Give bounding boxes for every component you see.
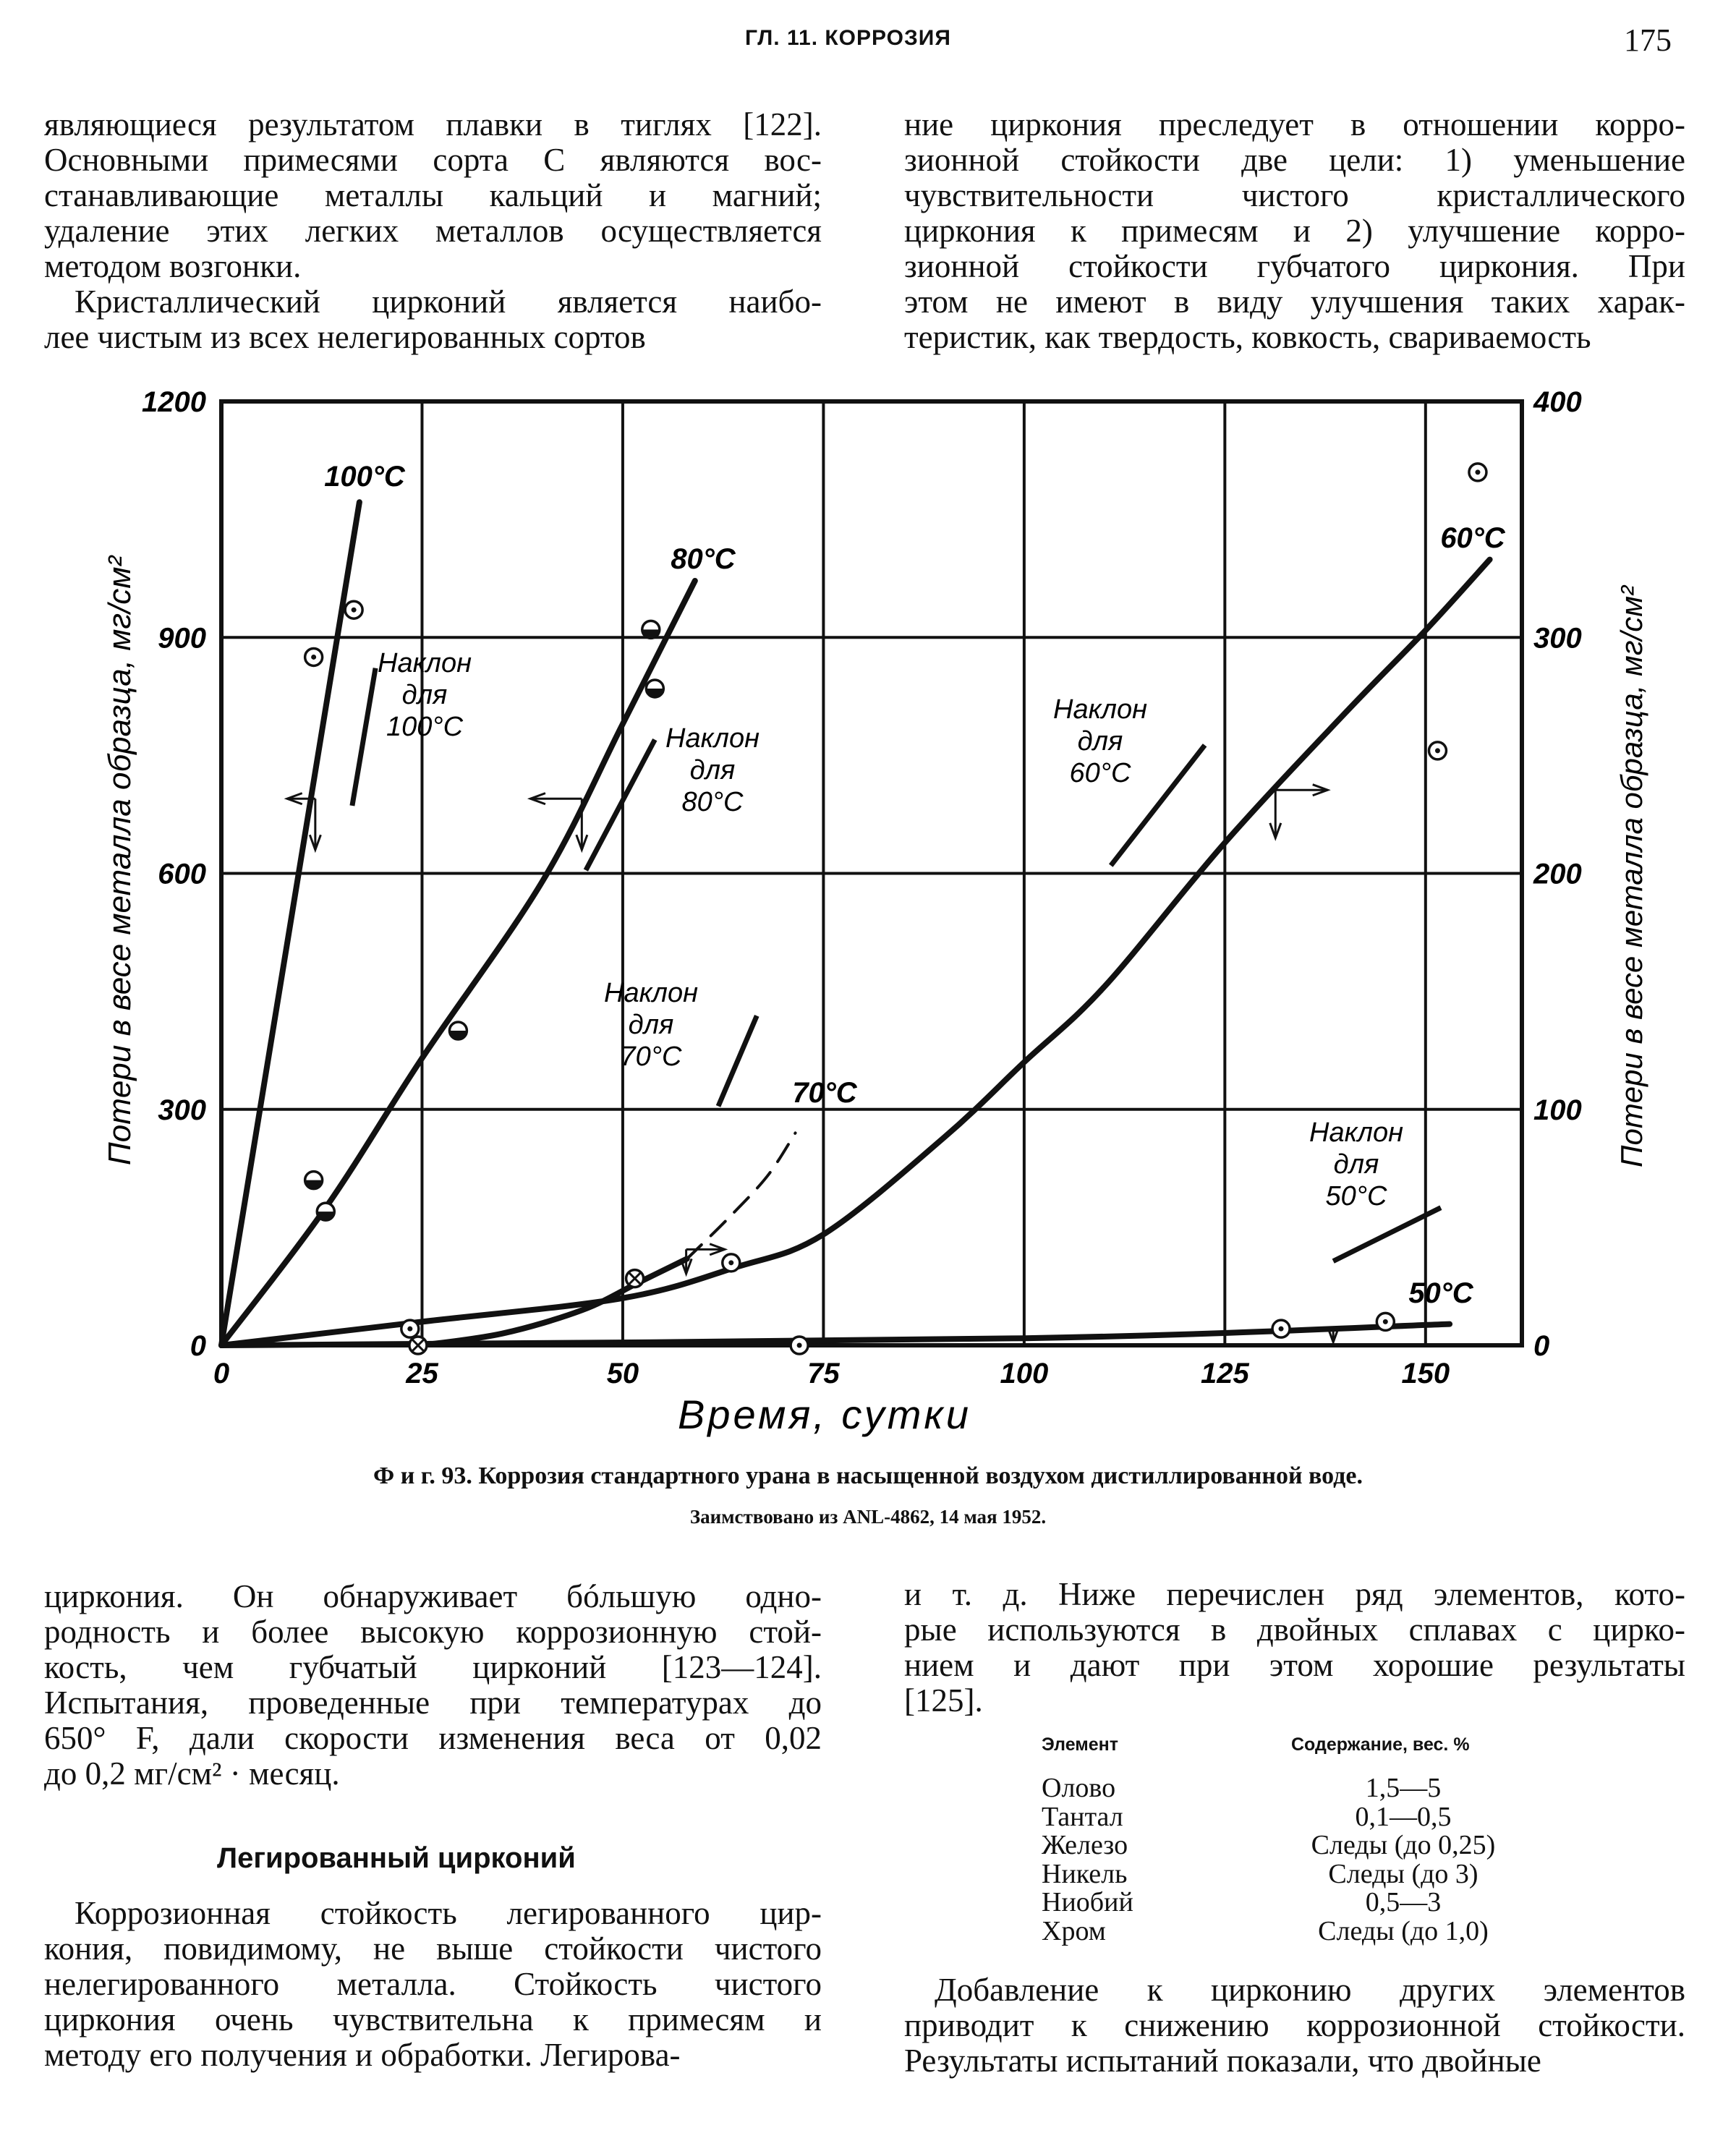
figure-source: Заимствовано из ANL-4862, 14 мая 1952. xyxy=(689,1506,1047,1528)
slope-indicator-line xyxy=(352,668,375,806)
y-tick-label: 600 xyxy=(158,858,206,890)
text-line: удаление этих легких металлов осуществляется xyxy=(44,213,822,249)
element-content: Следы (до 1,0) xyxy=(1318,1915,1489,1946)
x-tick-label: 75 xyxy=(807,1358,840,1389)
element-content: 1,5—5 xyxy=(1365,1773,1442,1803)
column-header-content: Содержание, вес. % xyxy=(1291,1734,1470,1755)
marker-dot xyxy=(797,1343,802,1348)
text-line: [125]. xyxy=(904,1682,983,1719)
data-point-dot xyxy=(401,1320,419,1337)
y2-tick-label: 400 xyxy=(1533,386,1582,418)
bottom-right-paragraph xyxy=(904,1972,1685,2079)
y-tick-label: 900 xyxy=(158,622,206,655)
figure-caption: Ф и г. 93. Коррозия стандартного урана в насыщенной воздухом дистиллированной воде. xyxy=(373,1462,1363,1489)
marker-dot xyxy=(352,608,357,613)
data-point-half xyxy=(449,1022,467,1039)
element-name: Ниобий xyxy=(1042,1887,1133,1917)
text-line: Испытания, проведенные при температурах до xyxy=(44,1685,822,1721)
series-line xyxy=(687,1133,796,1259)
marker-dot xyxy=(728,1260,733,1265)
text-line: теристик, как твердость, ковкость, свариваемость xyxy=(904,319,1591,355)
running-title: ГЛ. 11. КОРРОЗИЯ xyxy=(745,26,951,50)
text-line: нием и дают при этом хорошие результаты xyxy=(904,1647,1685,1683)
y2-tick-label: 0 xyxy=(1533,1330,1550,1362)
text-line: методом возгонки. xyxy=(44,248,302,284)
x-tick-label: 25 xyxy=(406,1358,438,1389)
slope-indicator-line xyxy=(586,740,655,871)
slope-label: 70°C xyxy=(620,1042,682,1072)
marker-dot xyxy=(407,1327,412,1332)
x-axis-label: Время, сутки xyxy=(677,1392,972,1437)
text-line: приводит к снижению коррозионной стойкости. xyxy=(904,2007,1685,2043)
marker-dot xyxy=(1279,1327,1284,1332)
slope-label: Наклон xyxy=(1053,694,1147,725)
table-row xyxy=(1042,1858,1548,1887)
text-line: являющиеся результатом плавки в тиглях [122]. xyxy=(44,106,822,142)
text-line: Коррозионная стойкость легированного цир- xyxy=(75,1895,822,1931)
element-content: Следы (до 0,25) xyxy=(1311,1830,1496,1860)
text-line: Кристаллический цирконий является наибо- xyxy=(75,284,822,320)
curve-label: 50°C xyxy=(1408,1277,1473,1309)
text-line: Основными примесями сорта С являются вос- xyxy=(44,142,822,178)
text-line: кония, повидимому, не выше стойкости чистого xyxy=(44,1930,822,1967)
x-tick-label: 125 xyxy=(1200,1358,1249,1389)
y2-axis-label: Потери в весе металла образца, мг/см² xyxy=(1614,586,1648,1167)
text-line: циркония к примесям и 2) улучшение корро- xyxy=(904,213,1685,249)
text-line: рые используются в двойных сплавах с цирко- xyxy=(904,1611,1685,1648)
y-tick-label: 300 xyxy=(158,1094,206,1126)
y-tick-label: 0 xyxy=(190,1330,206,1362)
data-point-dot xyxy=(1469,464,1486,481)
slope-label: 50°C xyxy=(1325,1181,1387,1212)
x-tick-label: 100 xyxy=(1000,1358,1049,1389)
marker-dot xyxy=(1475,469,1480,474)
data-point-dot xyxy=(1429,742,1446,759)
slope-label: для xyxy=(1333,1149,1379,1180)
curve-label: 60°C xyxy=(1440,522,1505,554)
slope-label: Наклон xyxy=(604,978,698,1008)
text-line: ние циркония преследует в отношении корро- xyxy=(904,106,1685,142)
element-name: Никель xyxy=(1042,1858,1128,1889)
slope-label: Наклон xyxy=(1309,1117,1403,1148)
text-line: лее чистым из всех нелегированных сортов xyxy=(44,319,646,355)
data-point-dot xyxy=(791,1337,808,1354)
data-point-dot xyxy=(1377,1313,1394,1330)
element-name: Железо xyxy=(1042,1830,1128,1860)
text-line: зионной стойкости губчатого циркония. При xyxy=(904,248,1685,284)
text-line: циркония. Он обнаруживает бóльшую одно- xyxy=(44,1578,822,1614)
table-row xyxy=(1042,1801,1548,1830)
text-line: этом не имеют в виду улучшения таких харак- xyxy=(904,284,1685,320)
curve-label: 100°C xyxy=(324,461,405,493)
bottom-left-paragraph xyxy=(44,1896,822,2073)
column-header-element: Элемент xyxy=(1042,1734,1119,1755)
page-number: 175 xyxy=(1624,22,1672,58)
element-name: Хром xyxy=(1042,1915,1106,1946)
section-heading: Легированный цирконий xyxy=(217,1842,576,1874)
data-point-half xyxy=(646,680,663,697)
bottom-right-column xyxy=(904,1577,1685,1719)
marker-dot xyxy=(1435,748,1440,753)
slope-indicator-line xyxy=(718,1015,757,1106)
curve-label: 70°C xyxy=(792,1077,857,1109)
slope-label: 100°C xyxy=(386,712,464,742)
text-line: родность и более высокую коррозионную стой- xyxy=(44,1614,822,1650)
slope-label: 80°C xyxy=(681,787,744,817)
slope-label: для xyxy=(401,680,448,710)
marker-dot xyxy=(1383,1319,1388,1324)
x-tick-label: 150 xyxy=(1401,1358,1450,1389)
element-content: Следы (до 3) xyxy=(1328,1858,1478,1889)
table-row xyxy=(1042,1886,1548,1915)
text-line: зионной стойкости две цели: 1) уменьшение xyxy=(904,142,1685,178)
y-axis-label: Потери в весе металла образца, мг/см² xyxy=(102,555,137,1166)
slope-label: Наклон xyxy=(665,723,760,754)
element-name: Тантал xyxy=(1042,1801,1123,1832)
table-row xyxy=(1042,1772,1548,1801)
data-point-cross xyxy=(409,1337,427,1354)
table-header xyxy=(1042,1734,1548,1772)
data-point-dot xyxy=(305,648,323,665)
data-point-dot xyxy=(1272,1320,1290,1337)
text-line: кость, чем губчатый цирконий [123—124]. xyxy=(44,1649,822,1685)
series-line xyxy=(422,1259,686,1345)
text-line: до 0,2 мг/см² · месяц. xyxy=(44,1755,340,1792)
element-content: 0,1—0,5 xyxy=(1355,1801,1452,1832)
slope-label: для xyxy=(689,755,736,785)
y2-tick-label: 300 xyxy=(1533,622,1582,655)
data-point-dot xyxy=(723,1254,740,1272)
slope-label: для xyxy=(628,1010,674,1040)
text-line: станавливающие металлы кальций и магний; xyxy=(44,177,822,213)
text-line: чувствительности чистого кристаллического xyxy=(904,177,1685,213)
alloy-table xyxy=(1042,1734,1548,1946)
x-tick-label: 0 xyxy=(213,1358,230,1389)
data-point-dot xyxy=(345,601,362,618)
text-line: Добавление к цирконию других элементов xyxy=(935,1972,1685,2008)
data-point-half xyxy=(317,1203,334,1220)
table-row xyxy=(1042,1915,1548,1944)
table-row xyxy=(1042,1829,1548,1858)
slope-label: Наклон xyxy=(378,648,472,678)
curve-label: 80°C xyxy=(671,543,736,575)
data-point-half xyxy=(642,621,660,638)
x-tick-label: 50 xyxy=(606,1358,639,1389)
data-point-half xyxy=(305,1172,323,1189)
text-line: 650° F, дали скорости изменения веса от 0,02 xyxy=(44,1720,822,1756)
y-tick-label: 1200 xyxy=(142,386,206,418)
slope-label: для xyxy=(1077,726,1123,757)
slope-label: 60°C xyxy=(1069,758,1131,788)
text-line: нелегированного металла. Стойкость чистого xyxy=(44,1966,822,2002)
text-line: циркония очень чувствительна к примесям и xyxy=(44,2001,822,2038)
text-line: и т. д. Ниже перечислен ряд элементов, кото- xyxy=(904,1576,1685,1612)
bottom-left-column xyxy=(44,1579,822,1792)
text-line: Результаты испытаний показали, что двойные xyxy=(904,2043,1541,2079)
marker-dot xyxy=(311,655,316,660)
element-name: Олово xyxy=(1042,1773,1116,1803)
element-content: 0,5—3 xyxy=(1365,1887,1442,1917)
data-point-cross xyxy=(626,1270,644,1287)
text-line: методу его получения и обработки. Легирова- xyxy=(44,2037,681,2073)
y2-tick-label: 200 xyxy=(1533,858,1582,890)
y2-tick-label: 100 xyxy=(1533,1094,1582,1126)
series-line xyxy=(221,502,359,1345)
